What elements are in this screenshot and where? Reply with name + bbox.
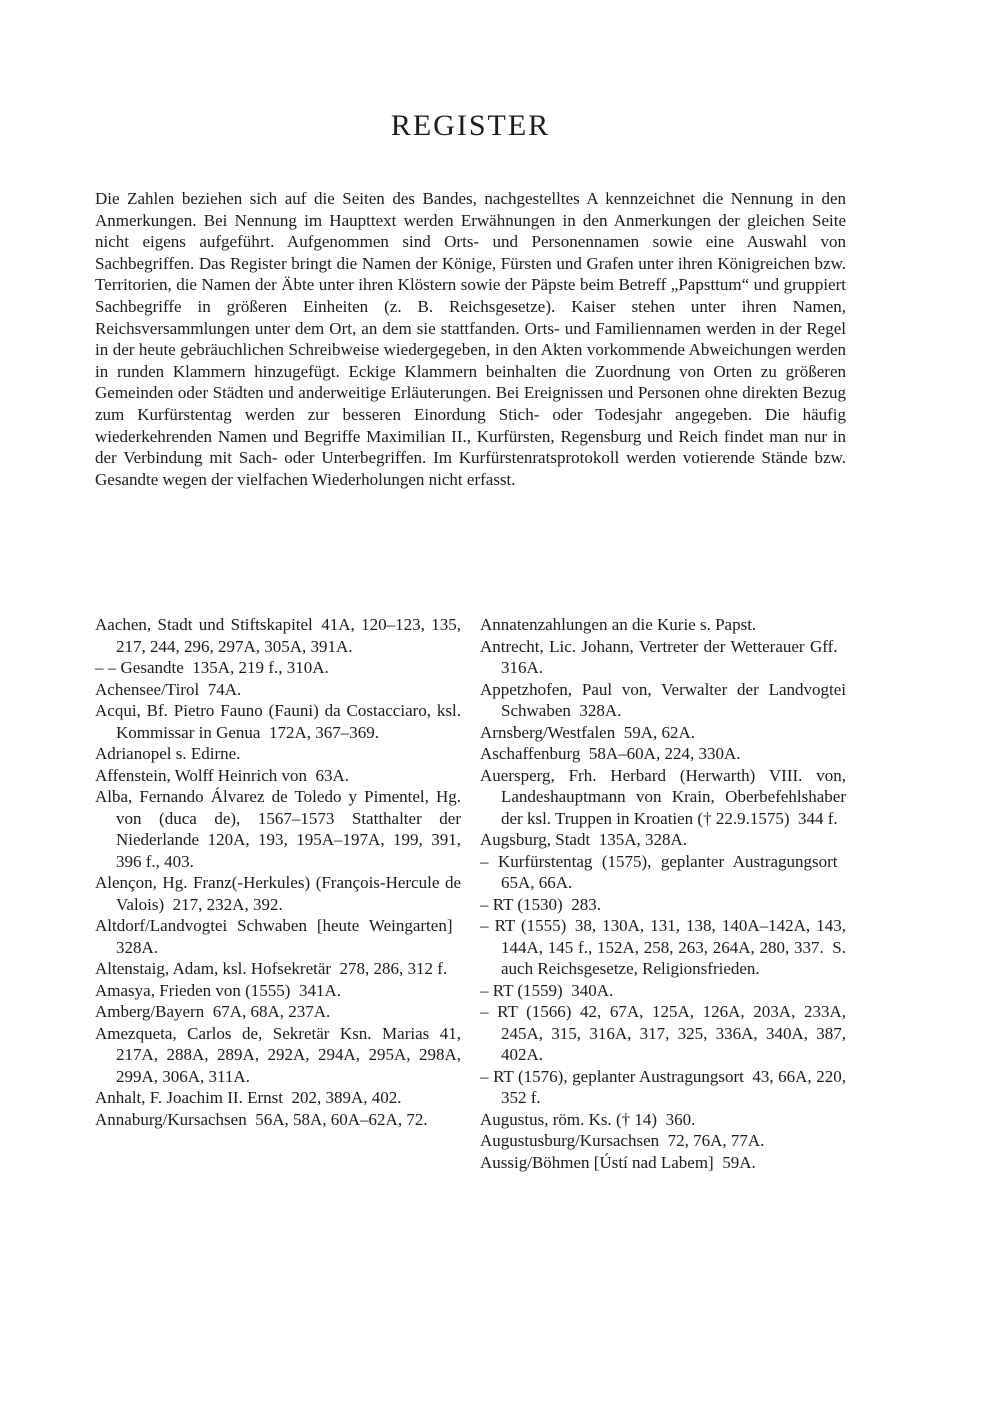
index-entry: Alba, Fernando Álvarez de Toledo y Pimentel, Hg. von (duca de), 1567–1573 Statthalter der Niederlande 120A, 193, 195A–197A, 199, 391, 396 f., 403. <box>95 787 461 871</box>
index-column-right <box>480 614 846 1173</box>
index-entry: Augsburg, Stadt 135A, 328A. <box>480 830 687 850</box>
index-entry: – RT (1559) 340A. <box>480 980 614 1000</box>
index-entry: Anhalt, F. Joachim II. Ernst 202, 389A, 402. <box>95 1088 402 1108</box>
index-entry: Aussig/Böhmen [Ústí nad Labem] 59A. <box>480 1152 756 1172</box>
index-entry: Achensee/Tirol 74A. <box>95 679 242 699</box>
index-entry: Augustus, röm. Ks. († 14) 360. <box>480 1109 696 1129</box>
index-entry: Appetzhofen, Paul von, Verwalter der Landvogtei Schwaben 328A. <box>480 679 846 721</box>
index-entry: Auersperg, Frh. Herbard (Herwarth) VIII. von, Landeshauptmann von Krain, Oberbefehlshaber der ksl. Truppen in Kroatien († 22.9.1575) 344 f. <box>480 765 846 828</box>
index-entry: – RT (1555) 38, 130A, 131, 138, 140A–142A, 143, 144A, 145 f., 152A, 258, 263, 264A, 280, 337. S. auch Reichsgesetze, Religionsfrieden. <box>480 916 846 979</box>
index-column-left <box>95 614 461 1173</box>
index-entry: Aachen, Stadt und Stiftskapitel 41A, 120–123, 135, 217, 244, 296, 297A, 305A, 391A. <box>95 615 461 656</box>
index-entry: Augustusburg/Kursachsen 72, 76A, 77A. <box>480 1131 765 1151</box>
page-title: REGISTER <box>390 109 551 142</box>
index-entry: Arnsberg/Westfalen 59A, 62A. <box>480 722 696 742</box>
index-entry: Antrecht, Lic. Johann, Vertreter der Wetterauer Gff. 316A. <box>480 636 846 678</box>
register-index <box>95 614 846 1173</box>
index-entry: – – Gesandte 135A, 219 f., 310A. <box>95 658 329 678</box>
index-entry: – RT (1566) 42, 67A, 125A, 126A, 203A, 233A, 245A, 315, 316A, 317, 325, 336A, 340A, 387, 402A. <box>480 1002 846 1065</box>
index-entry: Amberg/Bayern 67A, 68A, 237A. <box>95 1002 331 1022</box>
index-entry: Amasya, Frieden von (1555) 341A. <box>95 980 341 1000</box>
index-entry: – RT (1530) 283. <box>480 894 601 914</box>
text-block <box>95 108 846 1173</box>
index-entry: Adrianopel s. Edirne. <box>95 744 241 764</box>
index-entry: Acqui, Bf. Pietro Fauno (Fauni) da Costacciaro, ksl. Kommissar in Genua 172A, 367–369. <box>95 701 461 742</box>
index-entry: Annaburg/Kursachsen 56A, 58A, 60A–62A, 72. <box>95 1109 428 1129</box>
index-entry: Affenstein, Wolff Heinrich von 63A. <box>95 765 350 785</box>
index-entry: Annatenzahlungen an die Kurie s. Papst. <box>480 615 757 635</box>
intro-paragraph: Die Zahlen beziehen sich auf die Seiten des Bandes, nachgestelltes A kennzeichnet die Nennung in den Anmerkungen. Bei Nennung im Haupttext werden Erwähnungen in den Anmerkungen der gleichen Seite nicht eigens aufgeführt. Aufgenommen sind Orts- und Personennamen sowie eine Auswahl von Sachbegriffen. Das Register bringt die Namen der Könige, Fürsten und Grafen unter ihren Königreichen bzw. Territorien, die Namen der Äbte unter ihren Klöstern sowie der Päpste beim Betreff „Papsttum“ und gruppiert Sachbegriffe in größeren Einheiten (z. B. Reichsgesetze). Kaiser stehen unter ihren Namen, Reichsversammlungen unter dem Ort, an dem sie stattfanden. Orts- und Familiennamen werden in der Regel in der heute gebräuchlichen Schreibweise wiedergegeben, in den Akten vorkommende Abweichungen werden in runden Klammern hinzugefügt. Eckige Klammern beinhalten die Zuordnung von Orten zu größeren Gemeinden oder Städten und anderweitige Erläuterungen. Bei Ereignissen und Personen ohne direkten Bezug zum Kurfürstentag werden zur besseren Einordung Stich- oder Todesjahr angegeben. Die häufig wiederkehrenden Namen und Begriffe Maximilian II., Kurfürsten, Regensburg und Reich findet man nur in der Verbindung mit Sach- oder Unterbegriffen. Im Kurfürstenratsprotokoll werden votierende Stände bzw. Gesandte wegen der vielfachen Wiederholungen nicht erfasst. <box>95 189 846 489</box>
index-entry: Aschaffenburg 58A–60A, 224, 330A. <box>480 744 741 764</box>
index-entry: Amezqueta, Carlos de, Sekretär Ksn. Marias 41, 217A, 288A, 289A, 292A, 294A, 295A, 298A, 299A, 306A, 311A. <box>95 1023 461 1086</box>
index-entry: Altdorf/Landvogtei Schwaben [heute Weingarten] 328A. <box>95 916 461 957</box>
index-entry: Altenstaig, Adam, ksl. Hofsekretär 278, 286, 312 f. <box>95 959 448 979</box>
index-entry: Alençon, Hg. Franz(-Herkules) (François-Hercule de Valois) 217, 232A, 392. <box>95 873 461 914</box>
index-entry: – RT (1576), geplanter Austragungsort 43, 66A, 220, 352 f. <box>480 1066 846 1108</box>
index-entry: – Kurfürstentag (1575), geplanter Austragungsort 65A, 66A. <box>480 851 846 893</box>
